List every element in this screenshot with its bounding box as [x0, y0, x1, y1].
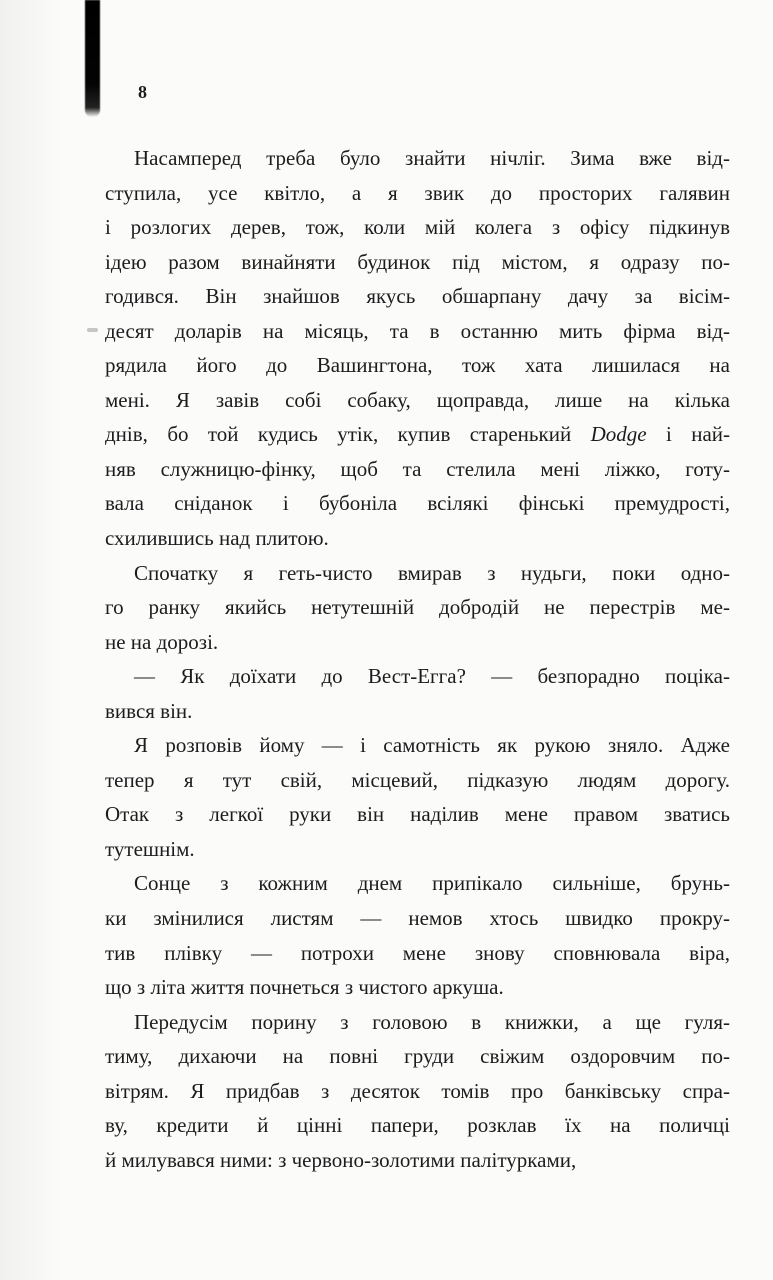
- text-line: не на дорозі.: [105, 629, 219, 654]
- page-number: 8: [138, 82, 148, 102]
- text-line: го ранку якийсь нетутешній добродій не перестрів ме-: [105, 595, 730, 620]
- text-line: десят доларів на місяць, та в останню мить фірма від-: [105, 318, 730, 343]
- text-line: Сонце з кожним днем припікало сильніше, брунь-: [134, 871, 730, 896]
- text-line: рядила його до Вашингтона, тож хата лишилася на: [105, 353, 730, 378]
- text-line: няв служницю-фінку, щоб та стелила мені ліжко, готу-: [105, 456, 730, 481]
- text-line: ідею разом винайняти будинок під містом, я одразу по-: [105, 249, 730, 274]
- text-line: схилившись над плитою.: [105, 526, 329, 551]
- text-line: вився він.: [105, 698, 193, 723]
- text-line: Спочатку я геть-чисто вмирав з нудьги, поки одно-: [134, 560, 730, 585]
- paragraph: [105, 141, 730, 556]
- text-line: Передусім порину з головою в книжки, а ще гуля-: [134, 1009, 730, 1034]
- scan-stray-mark: [87, 328, 98, 332]
- text-line: — Як доїхати до Вест-Егга? — безпорадно поціка-: [134, 664, 730, 689]
- text-line: тиму, дихаючи на повні груди свіжим оздоровчим по-: [105, 1044, 730, 1069]
- text-line: тепер я тут свій, місцевий, підказую людям дорогу.: [105, 767, 730, 792]
- paragraph: [105, 1005, 730, 1178]
- text-line: і розлогих дерев, тож, коли мій колега з офісу підкинув: [105, 215, 730, 240]
- text-line: Насамперед треба було знайти нічліг. Зима вже від-: [134, 146, 730, 170]
- paragraph: [105, 659, 730, 728]
- paragraph: [105, 728, 730, 866]
- text-line: вала сніданок і бубоніла всілякі фінські премудрості,: [105, 491, 730, 516]
- paragraph: [105, 866, 730, 1004]
- paragraph: [105, 556, 730, 660]
- text-line: ступила, усе квітло, а я звик до просторих галявин: [105, 180, 730, 205]
- binding-shadow-artifact: [85, 0, 100, 117]
- text-line: годився. Він знайшов якусь обшарпану дачу за вісім-: [105, 284, 730, 309]
- text-line: тив плівку — потрохи мене знову сповнювала віра,: [105, 940, 730, 965]
- text-line: Я розповів йому — і самотність як рукою зняло. Адже: [134, 733, 730, 758]
- text-line: днів, бо той кудись утік, купив старенький Dodge і най-: [105, 422, 730, 447]
- text-line: Отак з легкої руки він наділив мене правом зватись: [105, 802, 730, 827]
- text-line: й милувався ними: з червоно-золотими палітурками,: [105, 1147, 577, 1172]
- text-line: мені. Я завів собі собаку, щоправда, лише на кілька: [105, 387, 730, 412]
- text-line: ки змінилися листям — немов хтось швидко прокру-: [105, 906, 730, 931]
- text-line: що з літа життя почнеться з чистого аркуша.: [105, 975, 504, 1000]
- text-block: [105, 141, 730, 1177]
- text-line: тутешнім.: [105, 836, 195, 861]
- text-line: ву, кредити й цінні папери, розклав їх на поличці: [105, 1113, 730, 1138]
- page-edge-shade: [0, 0, 90, 1280]
- text-line: вітрям. Я придбав з десяток томів про банківську спра-: [105, 1078, 730, 1103]
